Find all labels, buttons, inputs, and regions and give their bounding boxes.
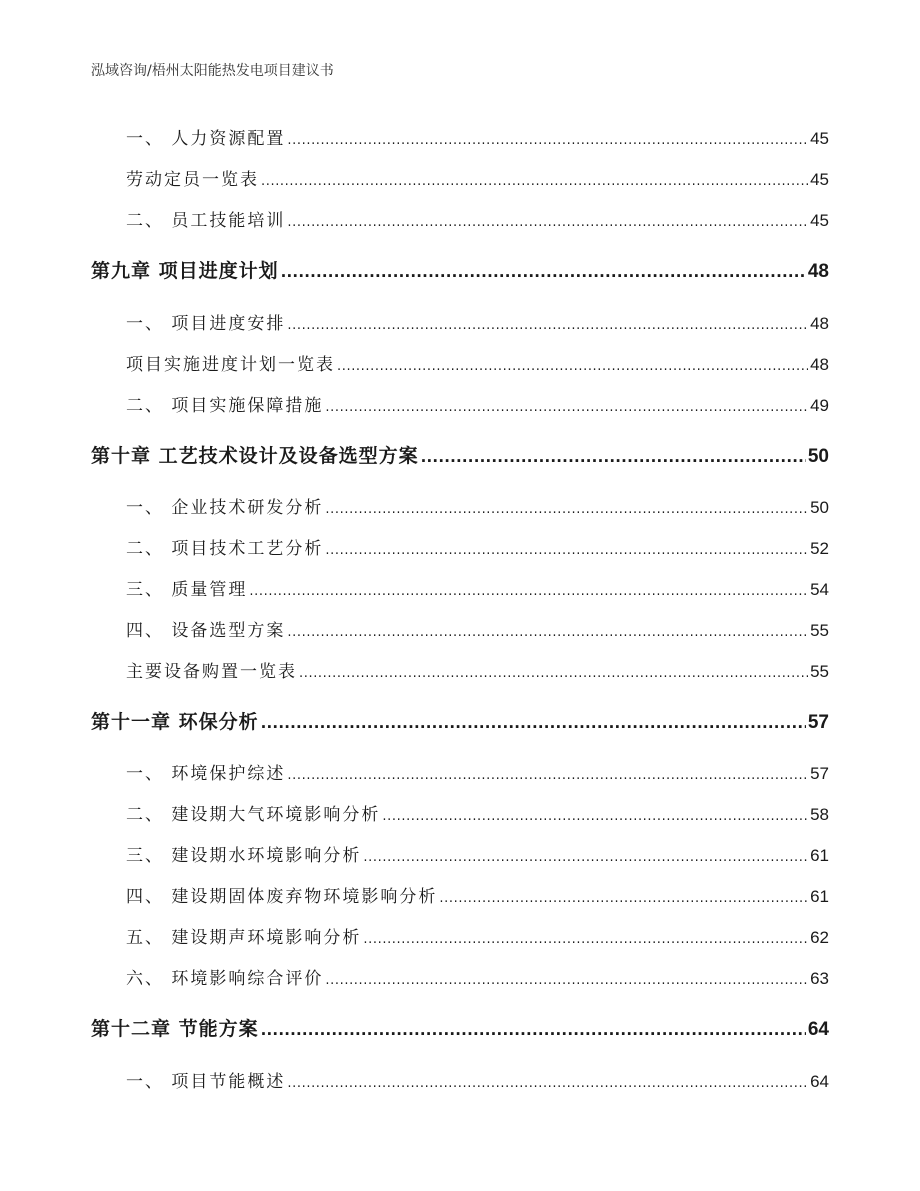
running-header: 泓域咨询/梧州太阳能热发电项目建议书 — [91, 63, 334, 79]
toc-entry-title: 二、 建设期大气环境影响分析 — [126, 805, 381, 825]
toc-leader-dots — [287, 1072, 808, 1092]
toc-entry-title: 劳动定员一览表 — [126, 170, 259, 190]
toc-entry-title: 三、 质量管理 — [126, 580, 248, 600]
toc-leader-dots — [261, 170, 808, 190]
toc-entry-title: 二、 项目技术工艺分析 — [126, 539, 324, 559]
toc-leader-dots — [325, 539, 808, 559]
toc-entry-page: 62 — [810, 928, 829, 947]
toc-entry-title: 一、 项目节能概述 — [126, 1072, 286, 1092]
toc-entry-page: 48 — [810, 314, 829, 333]
toc-entry-page: 61 — [810, 846, 829, 865]
toc-entry[interactable] — [126, 206, 829, 231]
toc-entry[interactable] — [126, 841, 829, 866]
toc-entry-page: 57 — [810, 764, 829, 783]
toc-entry[interactable] — [126, 759, 829, 784]
toc-leader-dots — [325, 396, 808, 416]
toc-entry-page: 64 — [810, 1072, 829, 1091]
toc-entry[interactable] — [126, 1067, 829, 1092]
toc-entry[interactable] — [126, 575, 829, 600]
toc-leader-dots — [287, 621, 808, 641]
toc-entry-title: 六、 环境影响综合评价 — [126, 969, 324, 989]
toc-entry-page: 55 — [810, 621, 829, 640]
toc-entry-page: 58 — [810, 805, 829, 824]
toc-entry[interactable] — [126, 964, 829, 989]
toc-chapter-entry[interactable] — [91, 256, 829, 283]
toc-entry[interactable] — [126, 657, 829, 682]
toc-chapter-page: 57 — [807, 712, 829, 733]
toc-chapter-title: 第九章 项目进度计划 — [91, 260, 279, 282]
toc-leader-dots — [299, 662, 808, 682]
toc-entry-page: 48 — [810, 355, 829, 374]
toc-chapter-page: 48 — [807, 261, 829, 282]
toc-leader-dots — [249, 580, 808, 600]
toc-entry[interactable] — [126, 800, 829, 825]
toc-leader-dots — [363, 846, 808, 866]
toc-chapter-title: 第十一章 环保分析 — [91, 711, 259, 733]
toc-leader-dots — [281, 260, 806, 282]
toc-entry-page: 55 — [810, 662, 829, 681]
toc-entry-page: 45 — [810, 129, 829, 148]
toc-entry-title: 四、 建设期固体废弃物环境影响分析 — [126, 887, 438, 907]
toc-leader-dots — [287, 211, 808, 231]
toc-chapter-title: 第十二章 节能方案 — [91, 1018, 259, 1040]
toc-leader-dots — [382, 805, 808, 825]
toc-leader-dots — [287, 764, 808, 784]
toc-entry[interactable] — [126, 391, 829, 416]
toc-entry[interactable] — [126, 616, 829, 641]
toc-entry-page: 45 — [810, 211, 829, 230]
toc-entry[interactable] — [126, 493, 829, 518]
toc-entry[interactable] — [126, 350, 829, 375]
toc-entry-title: 一、 人力资源配置 — [126, 129, 286, 149]
toc-leader-dots — [337, 355, 808, 375]
toc-chapter-entry[interactable] — [91, 441, 829, 468]
toc-entry[interactable] — [126, 165, 829, 190]
toc-entry-page: 52 — [810, 539, 829, 558]
toc-entry[interactable] — [126, 309, 829, 334]
toc-leader-dots — [363, 928, 808, 948]
toc-leader-dots — [261, 711, 806, 733]
toc-entry-page: 45 — [810, 170, 829, 189]
toc-entry-title: 一、 环境保护综述 — [126, 764, 286, 784]
toc-chapter-page: 50 — [807, 446, 829, 467]
toc-entry-title: 一、 项目进度安排 — [126, 314, 286, 334]
toc-leader-dots — [421, 445, 806, 467]
toc-entry[interactable] — [126, 124, 829, 149]
toc-entry-title: 二、 项目实施保障措施 — [126, 396, 324, 416]
toc-chapter-entry[interactable] — [91, 707, 829, 734]
toc-entry-title: 一、 企业技术研发分析 — [126, 498, 324, 518]
toc-entry-page: 63 — [810, 969, 829, 988]
toc-leader-dots — [287, 314, 808, 334]
toc-entry-title: 主要设备购置一览表 — [126, 662, 297, 682]
toc-entry-page: 49 — [810, 396, 829, 415]
toc-leader-dots — [325, 969, 808, 989]
toc-leader-dots — [261, 1018, 806, 1040]
toc-chapter-entry[interactable] — [91, 1014, 829, 1041]
toc-entry[interactable] — [126, 923, 829, 948]
toc-chapter-page: 64 — [807, 1019, 829, 1040]
toc-entry-page: 50 — [810, 498, 829, 517]
toc-chapter-title: 第十章 工艺技术设计及设备选型方案 — [91, 445, 419, 467]
toc-entry[interactable] — [126, 534, 829, 559]
toc-entry-title: 三、 建设期水环境影响分析 — [126, 846, 362, 866]
toc-leader-dots — [439, 887, 808, 907]
toc-entry-title: 四、 设备选型方案 — [126, 621, 286, 641]
toc-entry-title: 项目实施进度计划一览表 — [126, 355, 335, 375]
toc-leader-dots — [325, 498, 808, 518]
toc-entry-title: 五、 建设期声环境影响分析 — [126, 928, 362, 948]
toc-entry-page: 54 — [810, 580, 829, 599]
toc-entry[interactable] — [126, 882, 829, 907]
toc-entry-title: 二、 员工技能培训 — [126, 211, 286, 231]
toc-entry-page: 61 — [810, 887, 829, 906]
toc-leader-dots — [287, 129, 808, 149]
